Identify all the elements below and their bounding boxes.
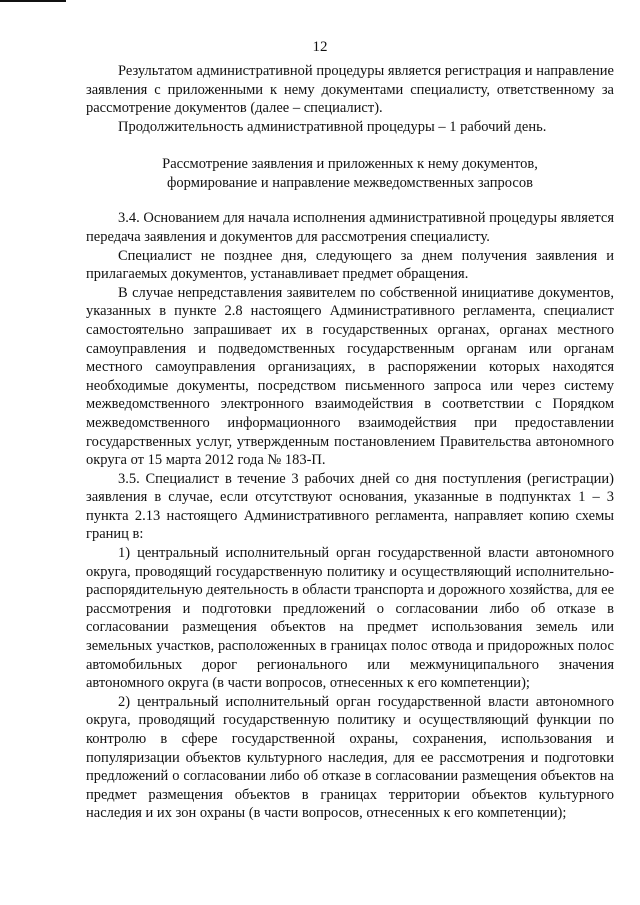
paragraph-duration: Продолжительность административной процедуры – 1 рабочий день. xyxy=(118,118,547,135)
spacer xyxy=(86,193,614,209)
document-body xyxy=(86,62,614,823)
paragraph-result: Результатом административной процедуры является регистрация и направление заявления с приложенными к нему документами специалисту, ответственному за рассмотрение документов (далее – специалист). xyxy=(86,63,614,117)
paragraph-subject: Специалист не позднее дня, следующего за днем получения заявления и прилагаемых документов, устанавливает предмет обращения. xyxy=(86,247,614,283)
paragraph-3-4: 3.4. Основанием для начала исполнения административной процедуры является передача заявления и документов для рассмотрения специалисту. xyxy=(86,210,614,245)
spacer xyxy=(86,136,614,155)
list-item-2: 2) центральный исполнительный орган государственной власти автономного округа, проводящий государственную политику и осуществляющий функции по контролю в сфере государственной охраны, сохранения, использования и популяризации объектов культурного наследия, для ее рассмотрения и подготовки предложений о согласовании либо об отказе в согласовании размещения объектов на предмет размещения объектов в границах территории объектов культурного наследия и их зон охраны (в части вопросов, отнесенных к его компетенции); xyxy=(86,693,614,822)
top-rule-line xyxy=(0,0,66,2)
paragraph-interagency-request: В случае непредставления заявителем по собственной инициативе документов, указанных в пункте 2.8 настоящего Административного регламента, специалист самостоятельно запрашивает их в государственных органах, органах местного самоуправления и подведомственных государственным органам или органам местного самоуправления организациях, в распоряжении которых находятся необходимые документы, посредством письменного запроса или через систему межведомственного электронного взаимодействия в соответствии с Порядком межведомственного информационного взаимодействия при предоставлении государственных услуг, утвержденным постановлением Правительства автономного округа от 15 марта 2012 года № 183-П. xyxy=(86,284,614,469)
list-item-1: 1) центральный исполнительный орган государственной власти автономного округа, проводящий государственную политику и осуществляющий исполнительно-распорядительную деятельность в области транспорта и дорожного хозяйства, для ее рассмотрения и подготовки предложений о согласовании либо об отказе в согласовании размещения объектов на предмет использования земель или земельных участков, расположенных в границах полос отвода и придорожных полос автомобильных дорог регионального или межмуниципального значения автономного округа (в части вопросов, отнесенных к его компетенции); xyxy=(86,545,615,692)
paragraph-3-5: 3.5. Специалист в течение 3 рабочих дней со дня поступления (регистрации) заявления в случае, если отсутствуют основания, указанные в подпунктах 1 – 3 пункта 2.13 настоящего Административного регламента, направляет копию схемы границ в: xyxy=(86,470,614,543)
page-number: 12 xyxy=(312,39,328,55)
section-heading-line-1: Рассмотрение заявления и приложенных к нему документов, xyxy=(162,156,538,173)
section-heading-line-2: формирование и направление межведомственных запросов xyxy=(167,175,533,192)
